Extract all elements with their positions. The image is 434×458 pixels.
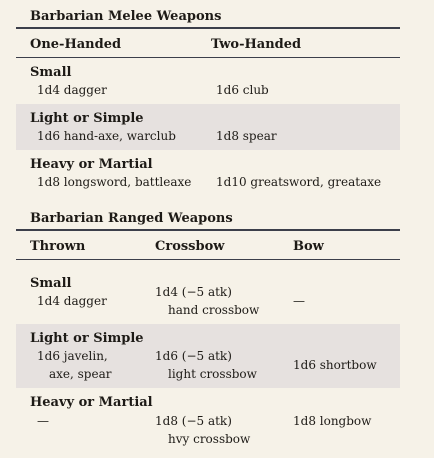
ranged-row-small-thrown: 1d4 dagger [37, 294, 107, 308]
ranged-row-heavy-category: Heavy or Martial [30, 395, 153, 410]
ranged-row-heavy-bow: 1d8 longbow [293, 414, 372, 428]
melee-row-heavy-one-handed: 1d8 longsword, battleaxe [37, 175, 192, 189]
melee-row-light-one-handed: 1d6 hand-axe, warclub [37, 129, 176, 143]
ranged-row-small-crossbow-name: hand crossbow [168, 303, 260, 317]
ranged-header-thrown: Thrown [30, 239, 86, 254]
melee-header-one-handed: One-Handed [30, 37, 122, 52]
ranged-header-crossbow: Crossbow [155, 239, 225, 254]
ranged-row-light-crossbow-damage: 1d6 (−5 atk) [155, 349, 232, 363]
melee-row-heavy-two-handed: 1d10 greatsword, greataxe [216, 175, 382, 189]
melee-table-title: Barbarian Melee Weapons [30, 9, 222, 24]
melee-row-light-category: Light or Simple [30, 111, 144, 126]
ranged-row-light-thrown-line2: axe, spear [49, 367, 112, 381]
ranged-row-light-thrown-line1: 1d6 javelin, [37, 349, 108, 363]
melee-header-two-handed: Two-Handed [211, 37, 302, 52]
melee-row-small-two-handed: 1d6 club [216, 83, 269, 97]
melee-top-rule [16, 27, 400, 29]
ranged-row-light-category: Light or Simple [30, 331, 144, 346]
ranged-header-bow: Bow [293, 239, 324, 254]
ranged-row-heavy-crossbow-name: hvy crossbow [168, 432, 251, 446]
melee-row-small-category: Small [30, 65, 72, 80]
ranged-row-light-crossbow-name: light crossbow [168, 367, 257, 381]
ranged-table-title: Barbarian Ranged Weapons [30, 211, 233, 226]
melee-header-rule [16, 57, 400, 58]
melee-row-small-one-handed: 1d4 dagger [37, 83, 107, 97]
ranged-row-small-bow: — [293, 294, 305, 308]
ranged-row-heavy-crossbow-damage: 1d8 (−5 atk) [155, 414, 232, 428]
ranged-header-rule [16, 259, 400, 260]
melee-row-heavy-category: Heavy or Martial [30, 157, 153, 172]
melee-row-light-two-handed: 1d8 spear [216, 129, 277, 143]
ranged-row-small-crossbow-damage: 1d4 (−5 atk) [155, 285, 232, 299]
ranged-row-light-bow: 1d6 shortbow [293, 358, 377, 372]
ranged-row-small-category: Small [30, 276, 72, 291]
ranged-top-rule [16, 229, 400, 231]
ranged-row-heavy-thrown: — [37, 414, 49, 428]
